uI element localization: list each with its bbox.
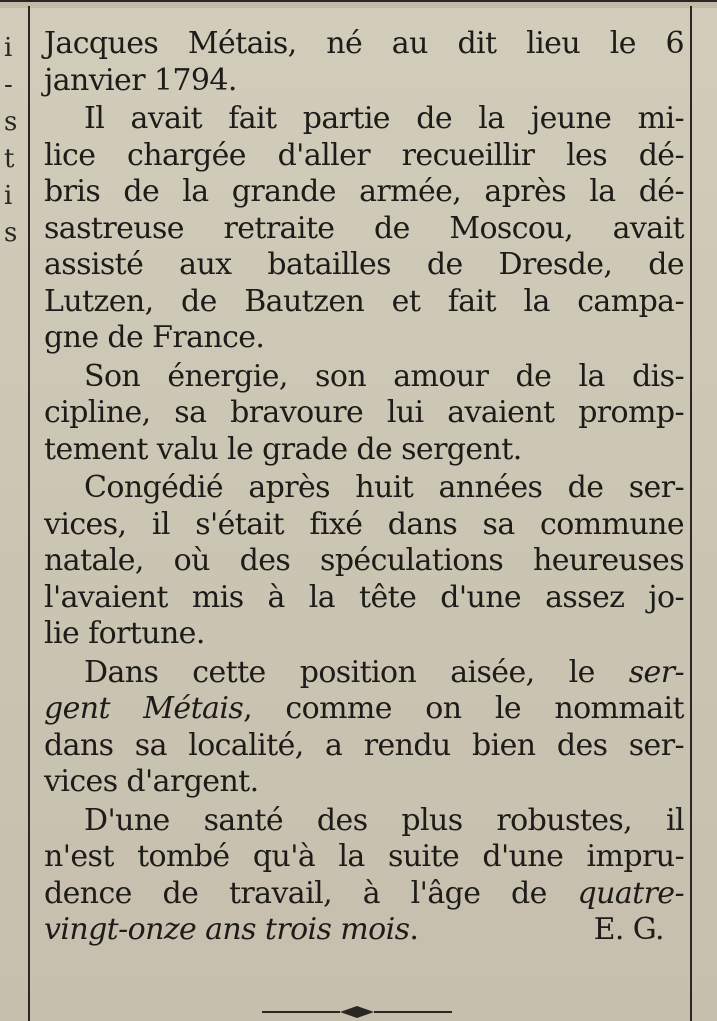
paragraph-discipline <box>44 359 684 469</box>
article-line <box>44 876 684 913</box>
left-fragment: i <box>4 33 13 63</box>
top-column-rule <box>0 0 717 8</box>
paragraph-military-service <box>44 101 684 357</box>
closing-text <box>44 912 418 949</box>
section-divider-ornament <box>262 1000 452 1020</box>
article-line: Son énergie, son amour de la dis- <box>84 358 684 394</box>
paragraph-death <box>44 803 684 949</box>
article-line: bris de la grande armée, après la dé- <box>44 174 684 209</box>
article-line <box>44 912 684 949</box>
left-fragment: i <box>4 181 13 211</box>
article-line: Il avait fait partie de la jeune mi- <box>84 101 684 136</box>
article-line: vices, il s'était fixé dans sa commune <box>44 506 684 542</box>
italic-run: vingt-onze ans trois mois <box>44 912 410 947</box>
article-line: vices d'argent. <box>44 764 259 799</box>
article-line: Congédié après huit années de ser- <box>84 470 684 505</box>
left-column-fragments <box>4 30 24 252</box>
text-run: Dans cette position aisée, le <box>84 654 629 690</box>
text-run: dence de travail, à l'âge de <box>44 875 578 911</box>
article-line: assisté aux batailles de Dresde, de <box>44 247 684 282</box>
left-fragment: - <box>4 70 13 100</box>
left-fragment: t <box>4 144 15 174</box>
article-line: tement valu le grade de sergent. <box>44 431 522 467</box>
left-fragment: s <box>4 107 18 137</box>
italic-run: quatre- <box>577 875 684 911</box>
article-line <box>44 655 684 692</box>
article-line: D'une santé des plus robustes, il <box>84 802 684 838</box>
article-line: lice chargée d'aller recueillir les dé- <box>44 137 684 173</box>
article-line: n'est tombé qu'à la suite d'une impru- <box>44 839 684 874</box>
article-line: lie fortune. <box>44 616 205 651</box>
italic-run: ser- <box>628 654 684 690</box>
article-line: Jacques Métais, né au dit lieu le 6 <box>44 26 684 61</box>
article-line: natale, où des spéculations heureuses <box>44 543 684 578</box>
right-column-rule <box>690 6 692 1021</box>
paragraph-return-home <box>44 470 684 653</box>
article-line: cipline, sa bravoure lui avaient promp- <box>44 395 684 430</box>
italic-run: gent Métais <box>44 691 244 726</box>
text-run: , comme on le nommait <box>243 691 684 726</box>
article-line: dans sa localité, a rendu bien des ser- <box>44 727 684 763</box>
author-signature: E. G. <box>593 912 664 947</box>
left-fragment: s <box>4 218 18 248</box>
article-column <box>44 26 684 949</box>
paragraph-services <box>44 655 684 801</box>
left-column-rule <box>28 6 30 1021</box>
article-line: sastreuse retraite de Moscou, avait <box>44 210 684 246</box>
article-line <box>44 691 684 728</box>
article-line: Lutzen, de Bautzen et fait la campa- <box>44 283 684 319</box>
text-run: . <box>409 912 419 947</box>
article-line: janvier 1794. <box>44 62 237 98</box>
article-line: l'avaient mis à la tête d'une assez jo- <box>44 579 684 615</box>
article-line: gne de France. <box>44 320 265 355</box>
